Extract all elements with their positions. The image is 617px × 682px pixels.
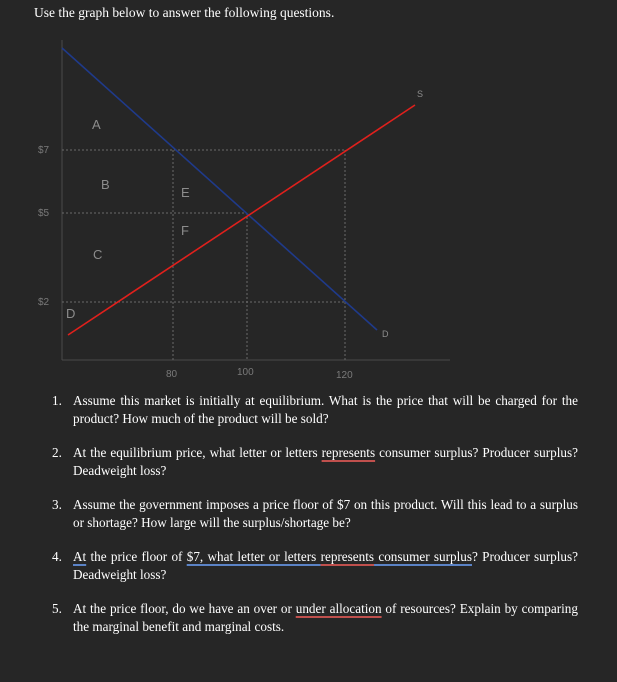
supply-curve xyxy=(68,105,415,335)
question-item xyxy=(52,600,578,635)
y-tick-7: $7 xyxy=(38,145,50,156)
question-item xyxy=(52,548,578,583)
x-tick-80: 80 xyxy=(166,369,178,380)
question-list xyxy=(52,392,578,652)
x-tick-120: 120 xyxy=(336,370,353,381)
question-number: 4. xyxy=(52,549,62,564)
question-number: 5. xyxy=(52,601,62,616)
y-tick-2: $2 xyxy=(38,297,50,308)
question-text-end: ? Producer surplus? Deadweight loss? xyxy=(73,549,578,582)
question-item xyxy=(52,444,578,479)
region-label-b: B xyxy=(101,177,110,192)
question-text: Assume this market is initially at equilibrium. What is the price that will be charged for the product? How much of the product will be sold? xyxy=(73,393,578,426)
question-number: 1. xyxy=(52,393,62,408)
region-label-f: F xyxy=(181,223,189,238)
x-tick-100: 100 xyxy=(237,367,254,378)
question-item xyxy=(52,392,578,427)
region-label-d: D xyxy=(66,306,76,321)
spellcheck-flagged-word: represents xyxy=(320,549,375,564)
y-tick-5: $5 xyxy=(38,208,50,219)
region-label-e: E xyxy=(181,185,190,200)
question-text-end: of resources? Explain by comparing the marginal benefit and marginal costs. xyxy=(73,601,578,634)
grammar-flagged-phrase: $7, what letter or letters xyxy=(186,549,321,564)
spellcheck-flagged-word: represents xyxy=(321,445,376,460)
demand-label: D xyxy=(382,329,389,339)
region-label-a: A xyxy=(92,117,101,132)
question-text-part: the price floor of xyxy=(86,549,187,564)
question-text: Assume the government imposes a price floor of $7 on this product. Will this lead to a surplus or shortage? How large will the surplus/shortage be? xyxy=(73,497,578,530)
question-number: 3. xyxy=(52,497,62,512)
grammar-flagged-phrase-2: consumer surplus xyxy=(374,549,472,564)
question-text-start: At the equilibrium price, what letter or letters xyxy=(73,445,322,460)
instructions-text: Use the graph below to answer the following questions. xyxy=(34,5,335,20)
grammar-flagged-word: At xyxy=(73,549,87,564)
question-item xyxy=(52,496,578,531)
supply-label: S xyxy=(417,89,424,99)
question-number: 2. xyxy=(52,445,62,460)
region-label-c: C xyxy=(93,247,103,262)
question-text-end: consumer surplus? Producer surplus? Deadweight loss? xyxy=(73,445,578,478)
spellcheck-flagged-phrase: under allocation xyxy=(295,601,382,616)
question-text-start: At the price floor, do we have an over or xyxy=(73,601,296,616)
